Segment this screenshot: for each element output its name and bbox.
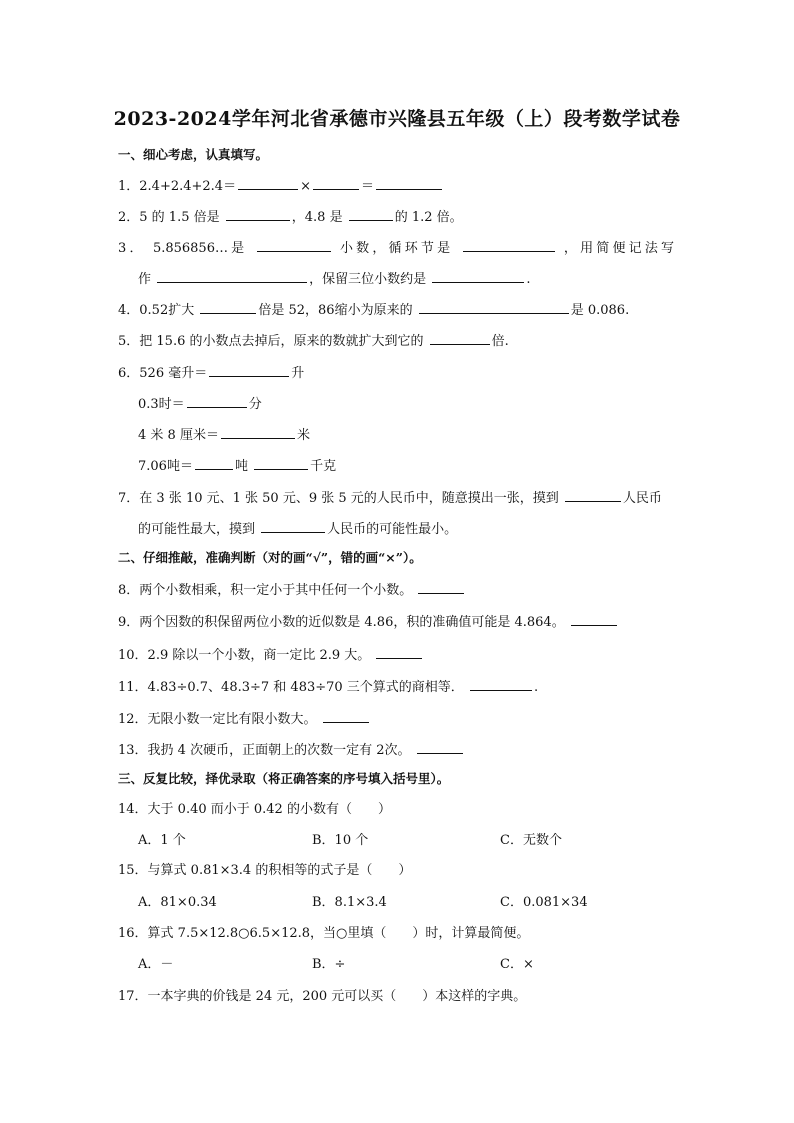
answer-blank[interactable] xyxy=(157,269,307,283)
question-6-part-c: 4 米 8 厘米＝ 米 xyxy=(138,425,310,445)
option-c[interactable]: C．× xyxy=(500,957,534,972)
section-heading-3: 三、反复比较，择优录取（将正确答案的序号填入括号里）。 xyxy=(118,771,450,786)
question-3: 3． 5.856856…是 小数，循环节是 ，用简便记法写 xyxy=(118,238,674,258)
answer-blank[interactable] xyxy=(195,456,233,470)
question-6: 6．526 毫升＝ 升 xyxy=(118,363,304,383)
option-b[interactable]: B．÷ xyxy=(312,957,346,972)
answer-blank[interactable] xyxy=(376,645,422,659)
question-4: 4．0.52扩大 倍是 52，86缩小为原来的 是 0.086. xyxy=(118,300,629,320)
option-b[interactable]: B．8.1×3.4 xyxy=(312,895,387,910)
answer-blank[interactable] xyxy=(432,269,524,283)
question-14: 14．大于 0.40 而小于 0.42 的小数有（ ） xyxy=(118,802,391,817)
answer-blank[interactable] xyxy=(463,238,555,252)
answer-blank[interactable] xyxy=(226,207,290,221)
section-heading-1: 一、细心考虑，认真填写。 xyxy=(118,147,269,162)
question-3-continued: 作 ，保留三位小数约是 . xyxy=(138,269,530,289)
option-b[interactable]: B．10 个 xyxy=(312,833,369,848)
answer-blank[interactable] xyxy=(430,331,490,345)
section-heading-2: 二、仔细推敲，准确判断（对的画“√”，错的画“×”）。 xyxy=(118,550,422,565)
question-9: 9．两个因数的积保留两位小数的近似数是 4.86，积的准确值可能是 4.864。 xyxy=(118,612,619,632)
question-2: 2．5 的 1.5 倍是 ，4.8 是 的 1.2 倍。 xyxy=(118,207,463,227)
question-11: 11．4.83÷0.7、48.3÷7 和 483÷70 三个算式的商相等． . xyxy=(118,677,538,697)
question-5: 5．把 15.6 的小数点去掉后，原来的数就扩大到它的 倍. xyxy=(118,331,509,351)
answer-blank[interactable] xyxy=(417,740,463,754)
answer-blank[interactable] xyxy=(238,176,298,190)
answer-blank[interactable] xyxy=(254,456,308,470)
answer-blank[interactable] xyxy=(257,238,331,252)
answer-blank[interactable] xyxy=(349,207,393,221)
question-10: 10．2.9 除以一个小数，商一定比 2.9 大。 xyxy=(118,645,424,665)
answer-blank[interactable] xyxy=(200,300,256,314)
option-a[interactable]: A．81×0.34 xyxy=(138,895,217,910)
answer-blank[interactable] xyxy=(261,519,325,533)
question-12: 12．无限小数一定比有限小数大。 xyxy=(118,709,371,729)
question-8: 8．两个小数相乘，积一定小于其中任何一个小数。 xyxy=(118,580,466,600)
answer-blank[interactable] xyxy=(376,176,442,190)
question-13: 13．我扔 4 次硬币，正面朝上的次数一定有 2次。 xyxy=(118,740,465,760)
question-7: 7．在 3 张 10 元、1 张 50 元、9 张 5 元的人民币中，随意摸出一张，摸到 人民币 xyxy=(118,488,662,508)
option-c[interactable]: C．无数个 xyxy=(500,833,562,848)
answer-blank[interactable] xyxy=(419,300,569,314)
question-16: 16．算式 7.5×12.8○6.5×12.8，当○里填（ ）时，计算最简便。 xyxy=(118,926,530,941)
answer-blank[interactable] xyxy=(470,677,532,691)
option-a[interactable]: A．－ xyxy=(138,957,174,972)
question-1: 1．2.4+2.4+2.4＝ × ＝ xyxy=(118,176,444,196)
question-15: 15．与算式 0.81×3.4 的积相等的式子是（ ） xyxy=(118,863,412,878)
answer-blank[interactable] xyxy=(418,580,464,594)
answer-blank[interactable] xyxy=(571,612,617,626)
answer-blank[interactable] xyxy=(565,488,621,502)
answer-blank[interactable] xyxy=(313,176,359,190)
answer-blank[interactable] xyxy=(209,363,289,377)
answer-blank[interactable] xyxy=(221,425,295,439)
question-7-continued: 的可能性最大，摸到 人民币的可能性最小。 xyxy=(138,519,457,539)
question-6-part-b: 0.3时＝ 分 xyxy=(138,394,262,414)
option-c[interactable]: C．0.081×34 xyxy=(500,895,588,910)
question-6-part-d: 7.06吨＝ 吨 千克 xyxy=(138,456,336,476)
question-17: 17．一本字典的价钱是 24 元，200 元可以买（ ）本这样的字典。 xyxy=(118,989,527,1004)
answer-blank[interactable] xyxy=(323,709,369,723)
option-a[interactable]: A．1 个 xyxy=(138,833,186,848)
page-title: 2023-2024学年河北省承德市兴隆县五年级（上）段考数学试卷 xyxy=(113,108,681,130)
answer-blank[interactable] xyxy=(187,394,247,408)
